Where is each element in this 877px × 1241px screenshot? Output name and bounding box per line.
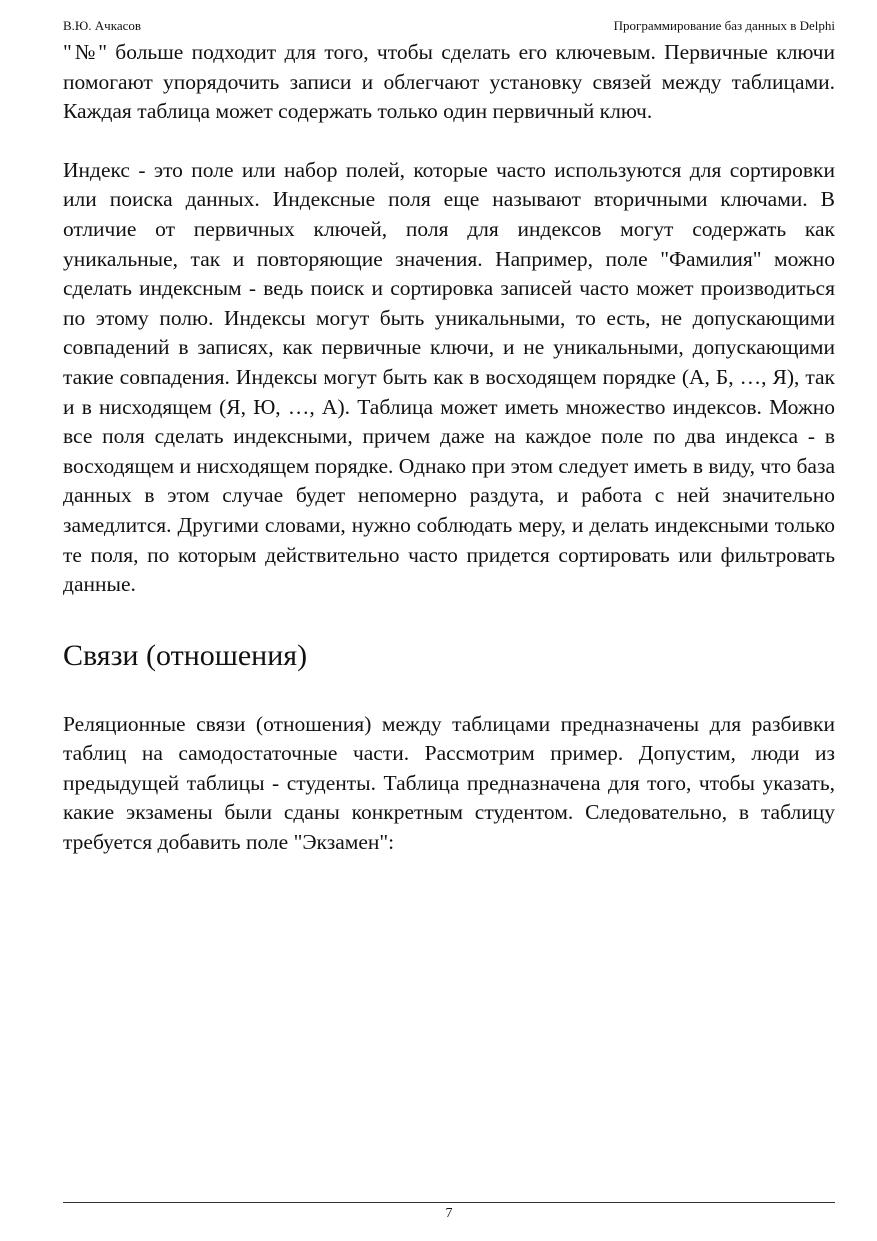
- header-book-title: Программирование баз данных в Delphi: [613, 18, 835, 33]
- page-number: 7: [445, 1206, 453, 1221]
- paragraph-primary-keys: "№" больше подходит для того, чтобы сделать его ключевым. Первичные ключи помогают упорядочить записи и облегчают установку связей между таблицами. Каждая таблица может содержать только один первичный ключ.: [63, 40, 835, 124]
- paragraph-indexes: Индекс - это поле или набор полей, которые часто используются для сортировки или поиска данных. Индексные поля еще называют вторичными ключами. В отличие от первичных ключей, поля для индексов могут содержать как уникальные, так и повторяющие значения. Например, поле "Фамилия" можно сделать индексным - ведь поиск и сортировка записей часто может производиться по этому полю. Индексы могут быть уникальными, то есть, не допускающими совпадений в записях, как первичные ключи, и не уникальными, допускающими такие совпадения. Индексы могут быть как в восходящем порядке (А, Б, …, Я), так и в нисходящем (Я, Ю, …, А). Таблица может иметь множество индексов. Можно все поля сделать индексными, причем даже на каждое поле по два индекса - в восходящем и нисходящем порядке. Однако при этом следует иметь в виду, что база данных в этом случае будет непомерно раздута, и работа с ней значительно замедлится. Другими словами, нужно соблюдать меру, и делать индексными только те поля, по которым действительно часто придется сортировать или фильтровать данные.: [63, 157, 835, 597]
- page-content: [63, 38, 835, 858]
- document-page: [63, 0, 835, 1241]
- header-author: В.Ю. Ачкасов: [63, 18, 142, 33]
- running-header: [63, 16, 835, 36]
- footer-divider: [63, 1202, 835, 1203]
- section-heading: Связи (отношения): [63, 638, 308, 672]
- paragraph-relations: Реляционные связи (отношения) между таблицами предназначены для разбивки таблиц на самодостаточные части. Рассмотрим пример. Допустим, люди из предыдущей таблицы - студенты. Таблица предназначена для того, чтобы указать, какие экзамены были сданы конкретным студентом. Следовательно, в таблицу требуется добавить поле "Экзамен":: [63, 711, 835, 855]
